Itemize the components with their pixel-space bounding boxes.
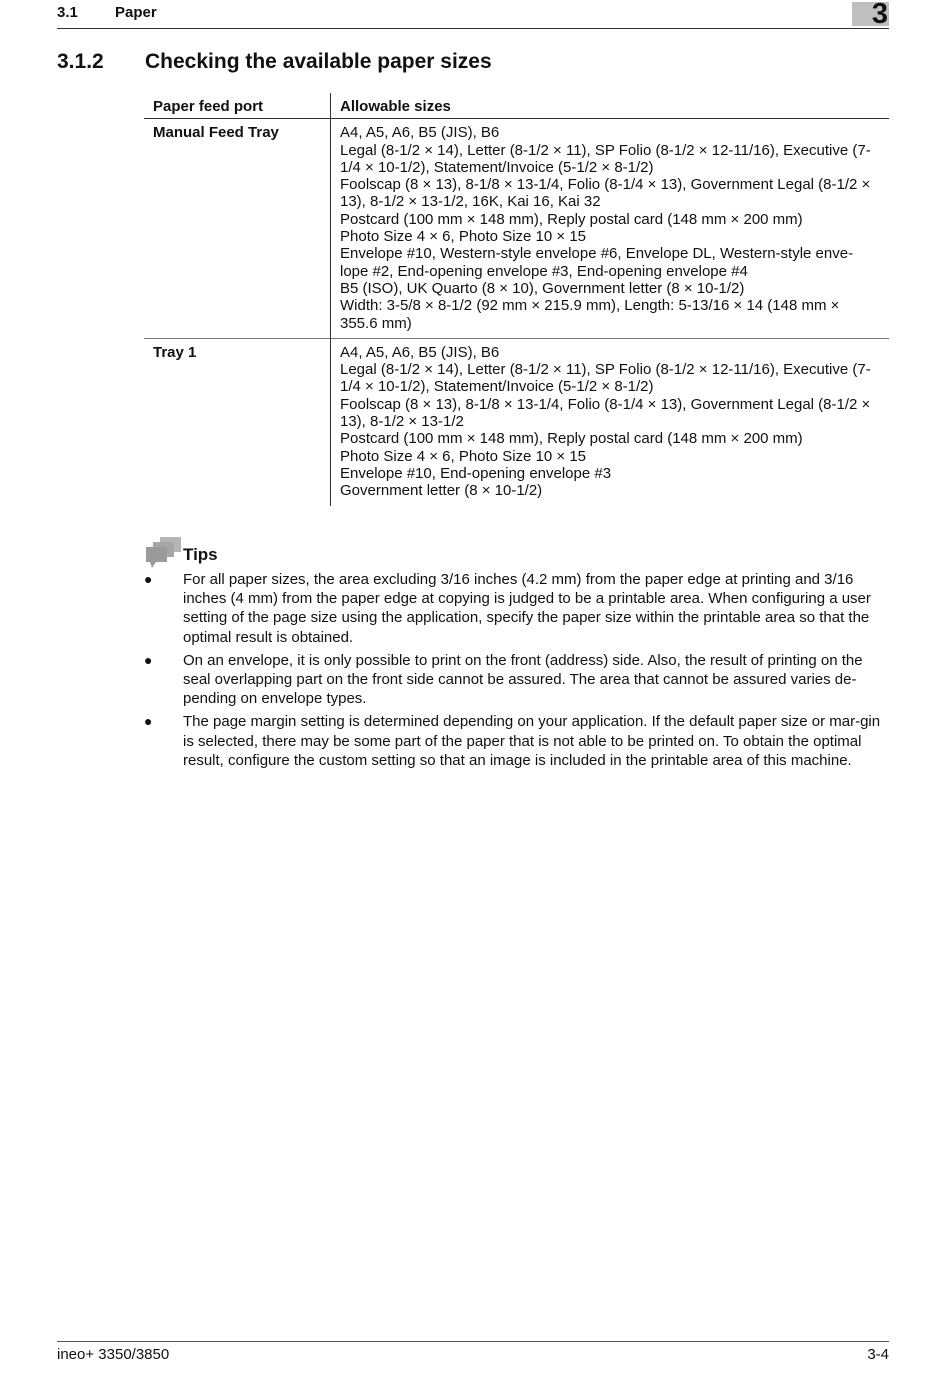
allowable-sizes-cell [331, 338, 890, 505]
tips-title: Tips [183, 545, 218, 564]
tip-text: The page margin setting is determined depending on your application. If the default paper size or mar-gin is selected, there may be some part of the paper that is not able to be printed on. To obtain the optimal result, configure the custom setting so that an image is included in the printable area of this machine. [183, 713, 881, 769]
bullet-icon: ● [144, 571, 153, 587]
size-line: A4, A5, A6, B5 (JIS), B6 [340, 124, 500, 142]
section-number: 3.1 [57, 4, 78, 21]
size-line: Legal (8-1/2 × 14), Letter (8-1/2 × 11), SP Folio (8-1/2 × 12-11/16), Executive (7-1/4 × 10-1/2), Statement/Invoice (5-1/2 × 8-1/2) [340, 141, 871, 176]
footer-model: ineo+ 3350/3850 [57, 1346, 170, 1363]
column-header-port: Paper feed port [144, 93, 331, 119]
list-item [144, 651, 889, 709]
column-header-sizes: Allowable sizes [340, 98, 451, 115]
table-header-row [144, 93, 889, 119]
feed-port-cell: Tray 1 [144, 338, 331, 505]
tips-list [144, 570, 889, 774]
size-line: Width: 3-5/8 × 8-1/2 (92 mm × 215.9 mm), Length: 5-13/16 × 14 (148 mm × 355.6 mm) [340, 297, 840, 332]
size-line: Photo Size 4 × 6, Photo Size 10 × 15 [340, 228, 587, 246]
allowable-sizes-cell [331, 119, 890, 339]
bullet-icon: ● [144, 651, 153, 668]
feed-port-cell: Manual Feed Tray [144, 119, 331, 339]
section-heading [57, 4, 157, 21]
size-line: Envelope #10, Western-style envelope #6, Envelope DL, Western-style enve-lope #2, End-opening envelope #3, End-opening envelope #4 [340, 245, 854, 280]
table-row [144, 119, 889, 339]
size-line: Foolscap (8 × 13), 8-1/8 × 13-1/4, Folio (8-1/4 × 13), Government Legal (8-1/2 × 13), 8-1/2 × 13-1/2, 16K, Kai 16, Kai 32 [340, 176, 871, 211]
size-line: Government letter (8 × 10-1/2) [340, 482, 543, 500]
chapter-tab [852, 0, 889, 30]
list-item [144, 712, 889, 770]
chapter-number: 3 [871, 0, 888, 30]
size-line: Postcard (100 mm × 148 mm), Reply postal card (148 mm × 200 mm) [340, 430, 803, 448]
tip-text: On an envelope, it is only possible to print on the front (address) side. Also, the result of printing on the seal overlapping part on the front side cannot be assured. The area that cannot be assured varies de-pending on envelope types. [183, 651, 863, 708]
footer-divider [57, 1341, 889, 1342]
size-line: Legal (8-1/2 × 14), Letter (8-1/2 × 11), SP Folio (8-1/2 × 12-11/16), Executive (7-1/4 × 10-1/2), Statement/Invoice (5-1/2 × 8-1/2) [340, 361, 871, 396]
tip-text: For all paper sizes, the area excluding 3/16 inches (4.2 mm) from the paper edge at printing and 3/16 inches (4 mm) from the paper edge at copying is judged to be a printable area. When configuring a user setting of the page size using the application, specify the paper size within the printable area so that the optimal result is obtained. [183, 571, 871, 646]
header-divider [57, 28, 889, 29]
size-line: A4, A5, A6, B5 (JIS), B6 [340, 343, 500, 361]
page-title [57, 50, 492, 74]
size-line: B5 (ISO), UK Quarto (8 × 10), Government letter (8 × 10-1/2) [340, 279, 745, 297]
size-line: Postcard (100 mm × 148 mm), Reply postal card (148 mm × 200 mm) [340, 210, 803, 228]
table-row [144, 338, 889, 505]
section-title: Paper [115, 4, 157, 21]
footer-page-number: 3-4 [867, 1346, 889, 1363]
tips-icon [144, 536, 182, 570]
page-title-number: 3.1.2 [57, 50, 104, 73]
paper-sizes-table [144, 93, 889, 506]
page-title-text: Checking the available paper sizes [145, 50, 492, 73]
size-line: Envelope #10, End-opening envelope #3 [340, 464, 612, 482]
size-line: Foolscap (8 × 13), 8-1/8 × 13-1/4, Folio (8-1/4 × 13), Government Legal (8-1/2 × 13), 8-1/2 × 13-1/2 [340, 395, 871, 431]
size-line: Photo Size 4 × 6, Photo Size 10 × 15 [340, 447, 587, 465]
bullet-icon: ● [144, 713, 153, 730]
list-item [144, 570, 889, 647]
